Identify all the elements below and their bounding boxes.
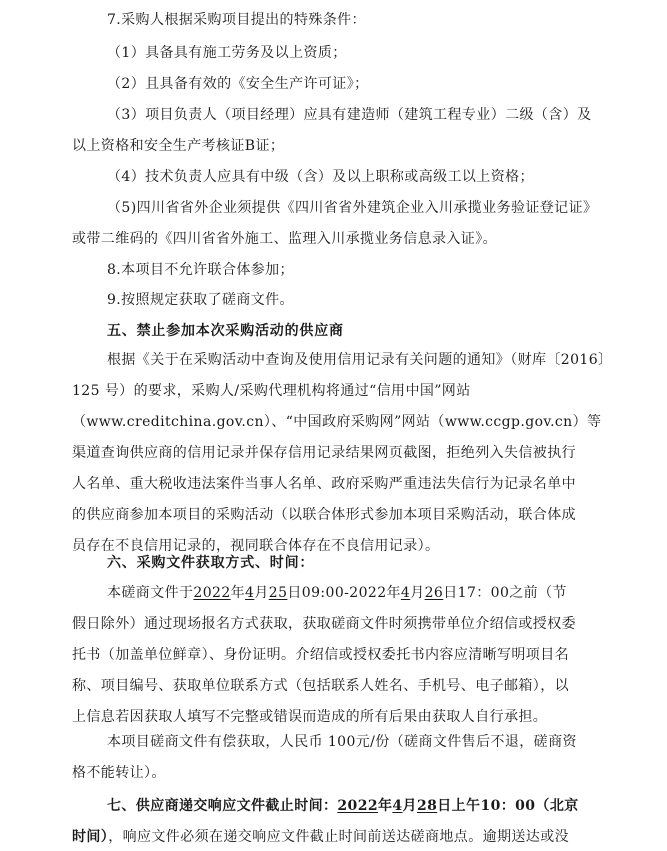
section-5-line: 人名单、重大税收违法案件当事人名单、政府采购严重违法失信行为记录名单中 (72, 476, 576, 492)
section-6-line: 上信息若因获取人填写不完整或错误而造成的所有后果由获取人自行承担。 (72, 709, 548, 725)
conditions-intro: 7.采购人根据采购项目提出的特殊条件： (107, 12, 366, 28)
condition-item-5-line-1: （5)四川省省外企业须提供《四川省省外建筑企业入川承揽业务验证登记证》 (107, 200, 598, 216)
section-6-heading: 六、采购文件获取方式、时间： (107, 555, 315, 571)
condition-item-1: （1）具备具有施工劳务及以上资质； (107, 45, 347, 61)
section-5-heading: 五、禁止参加本次采购活动的供应商 (107, 323, 344, 339)
section-5-line: 125 号）的要求，采购人/采购代理机构将通过“信用中国”网站 (72, 383, 471, 399)
section-5-line: 的供应商参加本项目的采购活动（以联合体形式参加本项目采购活动，联合体成 (72, 507, 576, 523)
fee-line-1: 本项目磋商文件有偿获取，人民币 100元/份（磋商文件售后不退，磋商资 (107, 734, 577, 750)
section-7-line-2: 时间），响应文件必须在递交响应文件截止时间前送达磋商地点。逾期送达或没 (72, 829, 570, 845)
section-5-line: （www.creditchina.gov.cn）、“中国政府采购网”网站（www.ccgp.gov.cn）等 (72, 414, 602, 430)
fee-line-2: 格不能转让）。 (72, 765, 166, 781)
condition-item-4: （4）技术负责人应具有中级（含）及以上职称或高级工以上资格； (107, 169, 534, 185)
section-5-line: 渠道查询供应商的信用记录并保存信用记录结果网页截图，拒绝列入失信被执行 (72, 445, 576, 461)
section-6-line: 托书（加盖单位鲜章）、身份证明。介绍信或授权委托书内容应清晰写明项目名 (72, 647, 569, 663)
condition-item-8: 8.本项目不允许联合体参加； (107, 262, 294, 278)
start-year: 2022 (193, 585, 231, 601)
end-month: 4 (400, 585, 411, 601)
section-7-deadline-line: 七、供应商递交响应文件截止时间：2022年4月28日上午10：00（北京 (107, 798, 579, 814)
section-6-line: 称、项目编号、获取单位联系方式（包括联系人姓名、手机号、电子邮箱），以 (72, 678, 569, 694)
start-month: 4 (245, 585, 255, 601)
section-6-line: 假日除外）通过现场报名方式获取，获取磋商文件时须携带单位介绍信或授权委 (72, 616, 576, 632)
condition-item-3-line-1: （3）项目负责人（项目经理）应具有建造师（建筑工程专业）二级（含）及 (107, 107, 592, 123)
end-day: 26 (424, 585, 444, 601)
condition-item-5-line-2: 或带二维码的《四川省省外施工、监理入川承揽业务信息录入证》。 (72, 231, 497, 247)
section-5-line: 根据《关于在采购活动中查询及使用信用记录有关问题的通知》（财库〔2016〕 (107, 352, 613, 368)
condition-item-2: （2）且具备有效的《安全生产许可证》； (107, 76, 369, 92)
condition-item-3-line-2: 以上资格和安全生产考核证B证； (72, 138, 285, 154)
section-5-line: 员存在不良信用记录的，视同联合体存在不良信用记录）。 (72, 538, 440, 554)
start-day: 25 (268, 585, 288, 601)
condition-item-9: 9.按照规定获取了磋商文件。 (107, 292, 294, 308)
section-6-date-line: 本磋商文件于2022年4月25日09:00-2022年4月26日17：00之前（节 (107, 585, 567, 601)
